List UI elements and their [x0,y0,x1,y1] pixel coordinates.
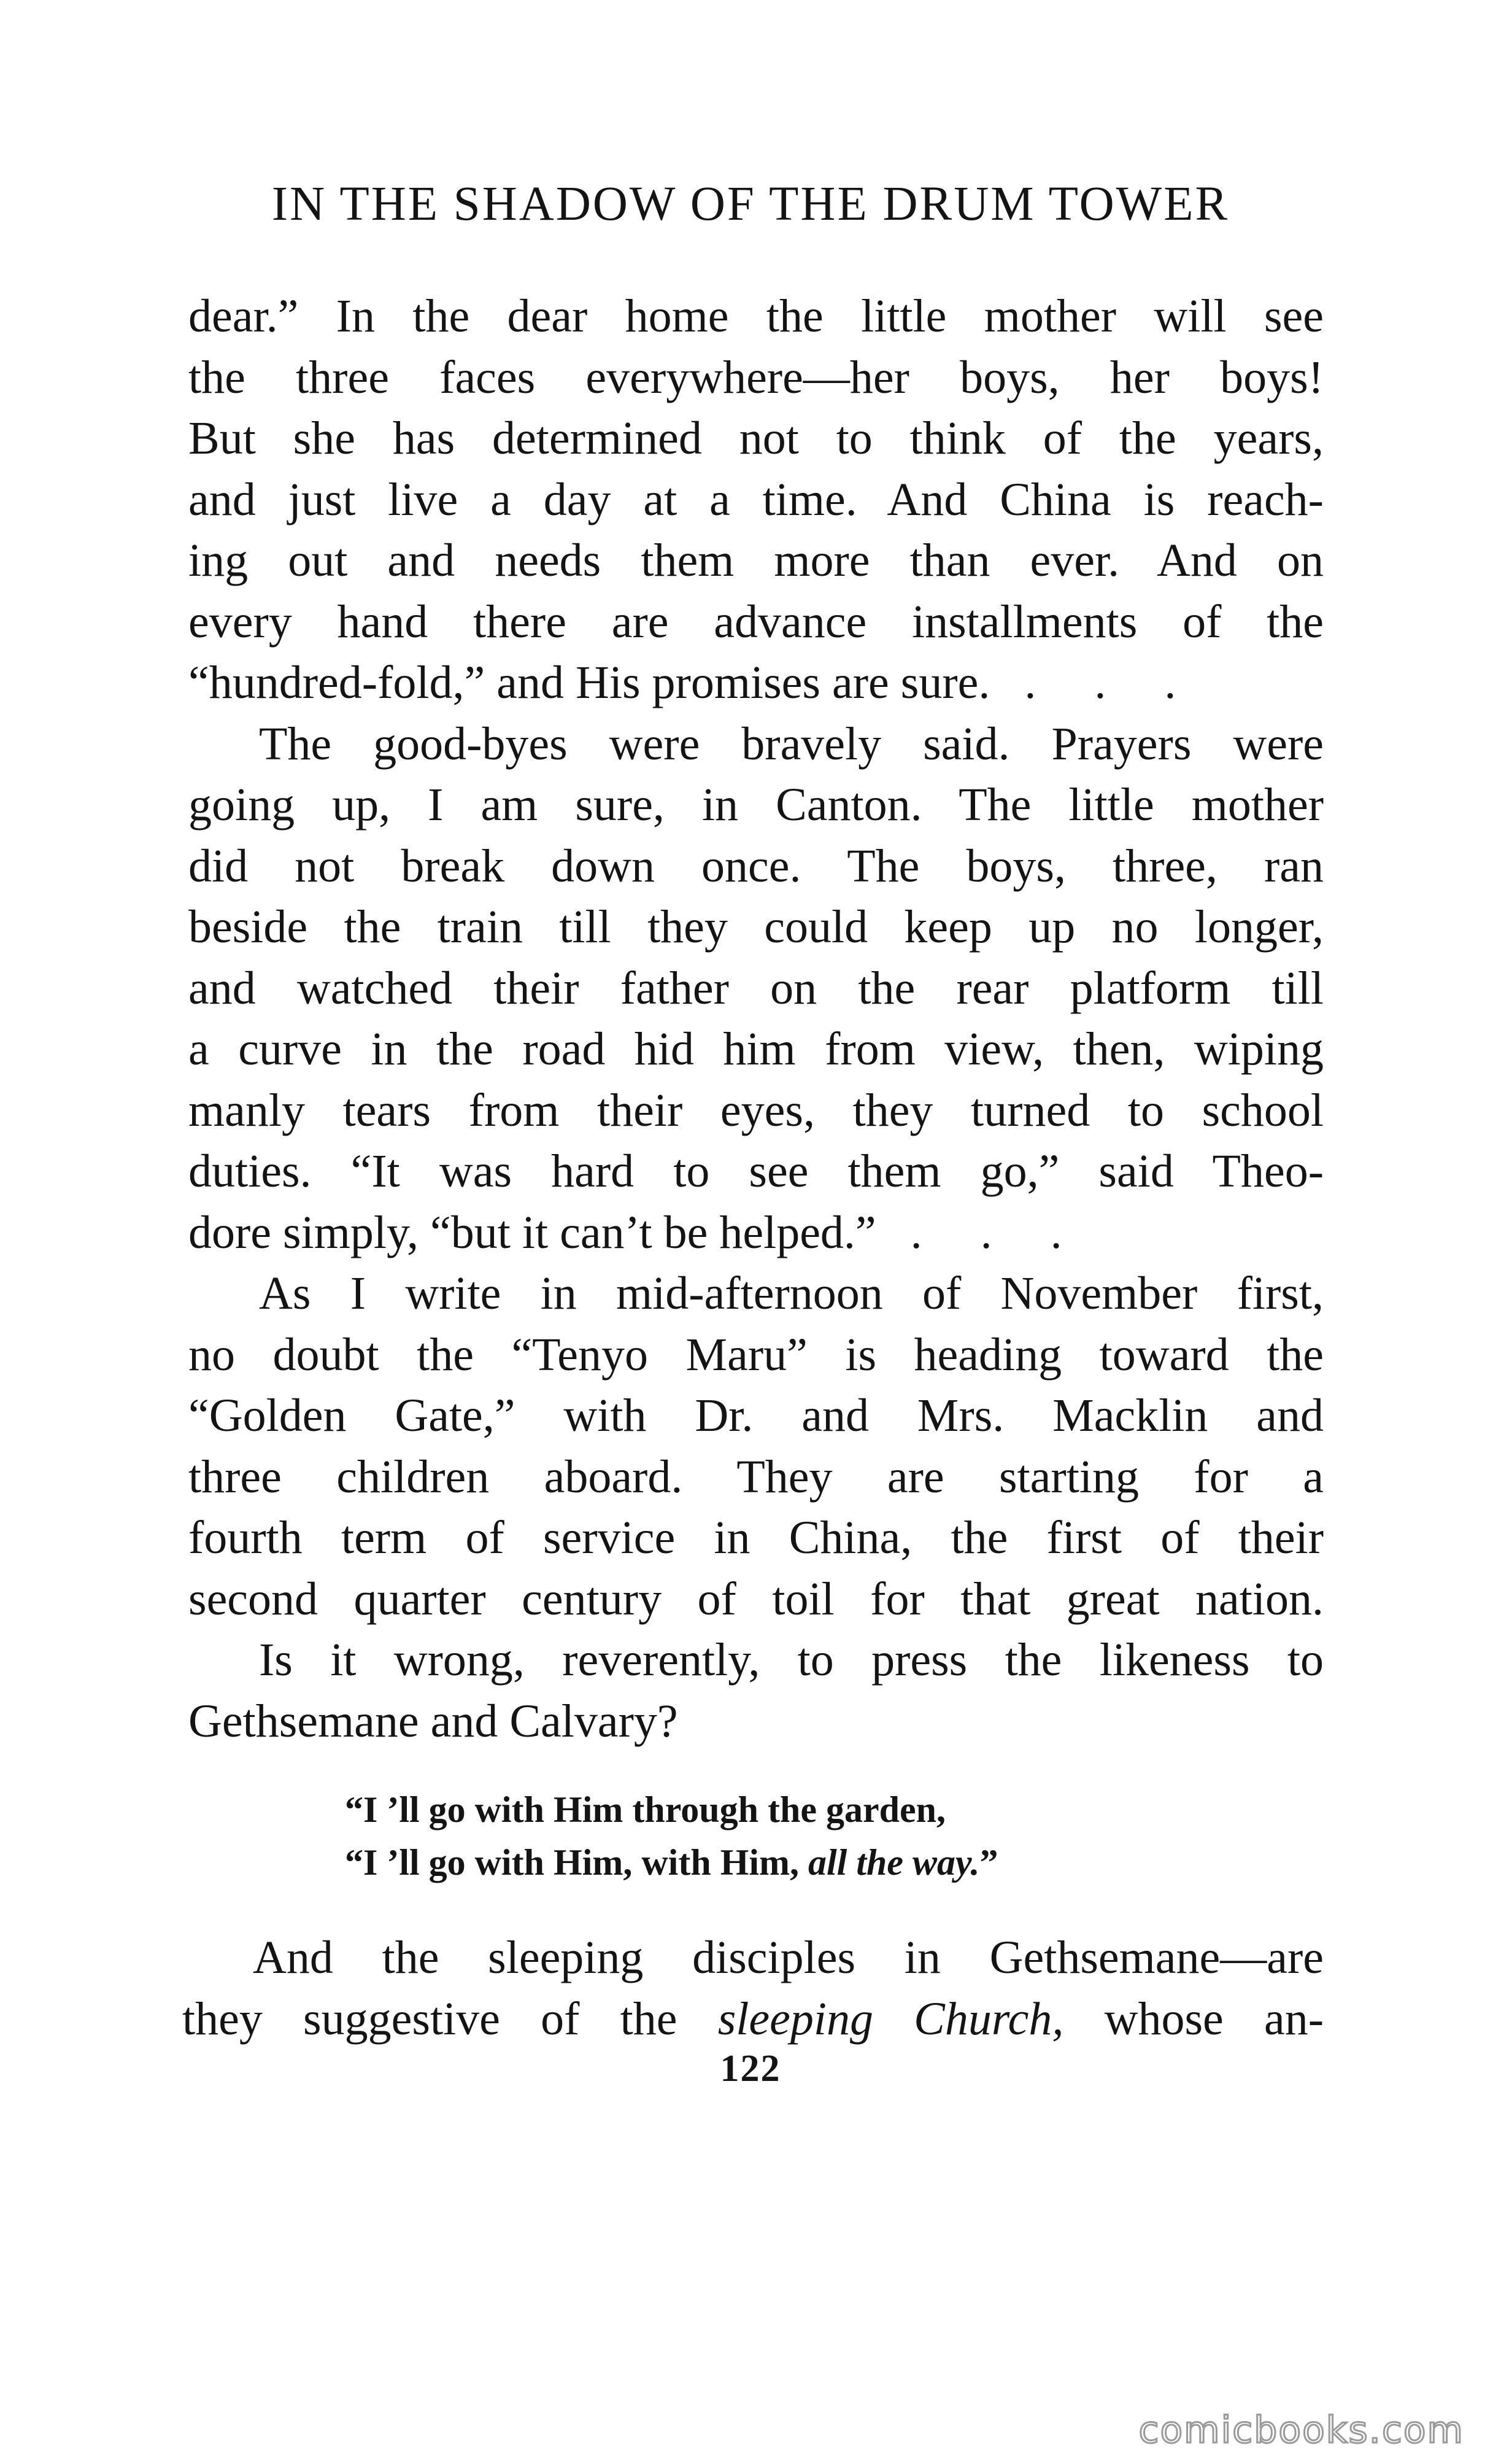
verse-line [345,1836,998,1889]
text-line: no doubt the “Tenyo Maru” is heading toward the [188,1328,1324,1381]
text-line: did not break down once. The boys, three, ran [188,840,1324,892]
text-segment: they suggestive of the [182,1993,718,2045]
italic-text-segment: sleeping Church, [717,1993,1064,2045]
ellipsis: . . . [1024,657,1200,708]
text-line: dear.” In the dear home the little mother will see [188,290,1324,342]
body-text [188,286,1324,1752]
text-line: But she has determined not to think of the years, [188,413,1324,464]
text-line: Gethsemane and Calvary? [188,1695,678,1747]
text-line: going up, I am sure, in Canton. The little mother [188,779,1324,831]
ellipsis: . . . [910,1206,1086,1258]
text-line: As I write in mid-afternoon of November first, [259,1268,1324,1319]
text-line: And the sleeping disciples in Gethsemane—are [253,1932,1324,1983]
running-head: IN THE SHADOW OF THE DRUM TOWER [271,177,1230,231]
text-line: “Golden Gate,” with Dr. and Mrs. Macklin and [188,1390,1324,1441]
text-line: three children aboard. They are starting for a [188,1451,1324,1503]
watermark: comicbooks.com [1138,2409,1464,2452]
verse-text: “I ’ll go with Him, with Him, [345,1842,809,1883]
text-line: second quarter century of toil for that great nation. [188,1573,1324,1625]
page-number: 122 [720,2048,781,2090]
text-line: and just live a day at a time. And China is reach- [188,473,1324,525]
text-line-with-ellipsis [188,653,1324,714]
hymn-verse [345,1783,998,1889]
text-line: The good-byes were bravely said. Prayers were [259,718,1324,770]
text-line: Is it wrong, reverently, to press the likeness to [259,1634,1324,1686]
text-line: “hundred-fold,” and His promises are sure. [188,657,990,708]
text-segment: whose an- [1063,1993,1324,2045]
verse-text: ” [979,1842,998,1883]
text-line: a curve in the road hid him from view, then, wiping [188,1023,1324,1075]
text-line: dore simply, “but it can’t be helped.” [188,1206,876,1258]
text-line: ing out and needs them more than ever. And on [188,535,1324,586]
text-line-with-ellipsis [188,1203,1324,1264]
text-line: manly tears from their eyes, they turned to school [188,1084,1324,1136]
text-line [182,1989,1324,2050]
text-line: the three faces everywhere—her boys, her boys! [188,351,1324,403]
text-line: fourth term of service in China, the first of their [188,1512,1324,1563]
text-line: beside the train till they could keep up no longer, [188,901,1324,953]
text-line: every hand there are advance installments of the [188,595,1324,648]
text-line: and watched their father on the rear platform till [188,962,1324,1014]
verse-line: “I ’ll go with Him through the garden, [345,1789,946,1830]
verse-italic-text: all the way. [808,1842,980,1883]
text-line: duties. “It was hard to see them go,” said Theo- [188,1145,1324,1197]
closing-text [182,1927,1324,2050]
